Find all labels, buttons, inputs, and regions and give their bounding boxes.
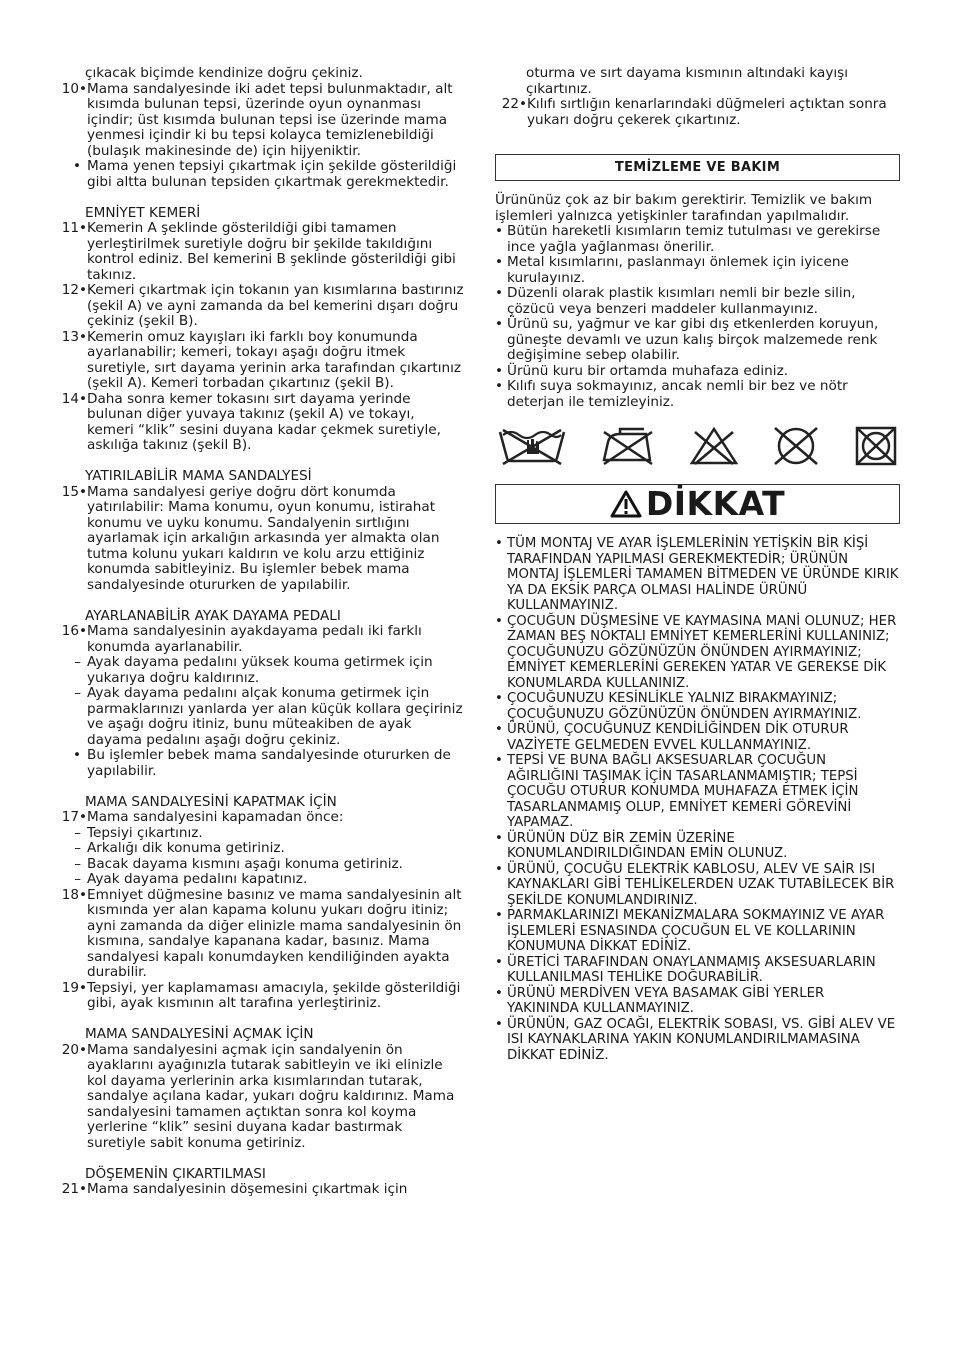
- warning-bullet: • TÜM MONTAJ VE AYAR İŞLEMLERİNİN YETİŞKİN BİR KİŞİ TARAFINDAN YAPILMASI GEREKMEKTEDİR; ÜRÜNÜN MONTAJ İŞLEMLERİ TAMAMEN BİTMEDEN VE ÜRÜNDE KIRIK YA DA EKSİK PARÇA OLMASI HALİNDE ÜRÜNÜ KULLANMAYINIZ.: [495, 536, 899, 613]
- warning-bullet: • ÜRÜNÜ, ÇOCUĞUNUZ KENDİLİĞİNDEN DİK OTURUR VAZİYETE GELMEDEN EVVEL KULLANMAYINIZ.: [495, 722, 849, 753]
- warning-triangle-icon: [610, 490, 642, 518]
- care-intro: Ürününüz çok az bir bakım gerektirir. Temizlik ve bakım işlemleri yalnızca yetişkinler tarafından yapılmalıdır.: [495, 192, 873, 224]
- care-bullet: • Kılıfı suya sokmayınız, ancak nemli bir bez ve nötr deterjan ile temizleyiniz.: [495, 378, 848, 410]
- care-bullet: • Ürünü su, yağmur ve kar gibi dış etkenlerden koruyun, güneşte devamlı ve uzun kalış birçok malzemede renk değişimine sebep olabilir.: [495, 316, 879, 363]
- instruction-item-10-bullet: • Mama yenen tepsiyi çıkartmak için şekilde gösterildiği gibi altta bulunan tepsiden çıkartmak gerekmektedir.: [72, 158, 457, 190]
- heading-seatbelt: EMNİYET KEMERİ: [85, 204, 201, 221]
- heading-recline: YATIRILABİLİR MAMA SANDALYESİ: [85, 468, 312, 484]
- heading-open: MAMA SANDALYESİNİ AÇMAK İÇİN: [85, 1026, 314, 1042]
- care-bullet: • Ürünü kuru bir ortamda muhafaza ediniz.: [495, 362, 789, 379]
- instruction-item-11: 11 • Kemerin A şeklinde gösterildiği gibi tamamen yerleştirilmek suretiyle doğru bir şekilde takıldığını kontrol ediniz. Bel kemerini B şeklinde gösterildiği gibi takınız.: [61, 220, 456, 283]
- no-iron-icon: [600, 426, 656, 466]
- warning-bullet: • ÜRETİCİ TARAFINDAN ONAYLANMAMIŞ AKSESUARLARIN KULLANILMASI TEHLİKE DOĞURABİLİR.: [495, 954, 876, 985]
- instruction-item-21: 21 • Mama sandalyesinin döşemesini çıkartmak için: [61, 1181, 408, 1197]
- heading-cover: DÖŞEMENİN ÇIKARTILMASI: [85, 1165, 266, 1182]
- warning-bullet: • PARMAKLARINIZI MEKANİZMALARA SOKMAYINIZ VE AYAR İŞLEMLERİ ESNASINDA ÇOCUĞUN EL VE KOLLARININ KONUMUNA DİKKAT EDİNİZ.: [495, 908, 885, 954]
- instruction-item-17-dash-4: – Ayak dayama pedalını kapatınız.: [74, 871, 308, 887]
- instruction-item-20: 20 • Mama sandalyesini açmak için sandalyenin ön ayaklarını ayağınızla tutarak sabitleyin ve iki elinizle kol dayama yerlerinin arka kısımlarından tutarak, sandalye açılana kadar, yukarı doğru kaldırınız. Mama sandalyesini tamamen açtıktan sonra kol koyma yerlerine “klik” sesini duyana kadar bastırmak suretiyle sabit konuma getiriniz.: [61, 1041, 455, 1151]
- care-bullet: • Metal kısımlarını, paslanmayı önlemek için iyicene kurulayınız.: [495, 254, 849, 286]
- right-column: [495, 66, 900, 1063]
- instruction-item-17-dash-2: – Arkalığı dik konuma getiriniz.: [74, 840, 285, 856]
- instruction-item-15: 15 • Mama sandalyesi geriye doğru dört konumda yatırılabilir: Mama konumu, oyun konumu, istirahat konumu ve uyku konumu. Sandalyenin sırtlığını ayarlamak için arkalığın arkasında yer almakta olan tutma kolunu yukarı kaldırın ve kolu arzu ettiğiniz konumda sabitleyiniz. Bu işlemler bebek mama sandalyesinde otururken de yapılabilir.: [61, 483, 440, 593]
- warning-bullet: • ÜRÜNÜ, ÇOCUĞU ELEKTRİK KABLOSU, ALEV VE SAİR ISI KAYNAKLARI GİBİ TEHLİKELERDEN UZAK TUTABİLECEK BİR ŞEKİLDE KONUMLANDIRINIZ.: [495, 861, 895, 908]
- instruction-item-22: 22 • Kılıfı sırtlığın kenarlarındaki düğmeleri açtıktan sonra yukarı doğru çekerek çıkartınız.: [501, 96, 887, 128]
- warning-bullet: • ÜRÜNÜN, GAZ OCAĞI, ELEKTRİK SOBASI, VS. GİBİ ALEV VE ISI KAYNAKLARINA YAKIN KONUMLANDIRILMAMASINA DİKKAT EDİNİZ.: [495, 1016, 896, 1063]
- care-heading: TEMİZLEME VE BAKIM: [495, 154, 900, 181]
- instruction-item-16-dash-1: – Ayak dayama pedalını yüksek kouma getirmek için yukarıya doğru kaldırınız.: [74, 654, 433, 686]
- intro-line: çıkacak biçimde kendinize doğru çekiniz.: [85, 65, 363, 81]
- instruction-item-18: 18 • Emniyet düğmesine basınız ve mama sandalyesinin alt kısmında yer alan kapama kolunu yukarı doğru itiniz; ayni zamanda da diğer elinizle mama sandalyesinin ön kısmına, sandalye kapanana kadar, basınız. Mama sandalyesi kapalı konumdayken kendiliğinden ayakta durabilir.: [61, 886, 462, 980]
- heading-close: MAMA SANDALYESİNİ KAPATMAK İÇİN: [85, 793, 337, 810]
- instruction-item-16: 16 • Mama sandalyesinin ayakdayama pedalı iki farklı konumda ayarlanabilir.: [61, 623, 422, 655]
- instruction-item-13: 13 • Kemerin omuz kayışları iki farklı boy konumunda ayarlanabilir; kemeri, tokayı aşağı doğru itmek suretiyle, sırt dayama yerinin arka tarafından çıkartınız (şekil A). Kemeri torbadan çıkartınız (şekil B).: [61, 328, 462, 391]
- no-bleach-icon: [689, 426, 739, 466]
- instruction-item-19: 19 • Tepsiyi, yer kaplamaması amacıyla, şekilde gösterildiği gibi, ayak kısmının alt tarafına yerleştiriniz.: [61, 979, 461, 1011]
- warning-bullet: • TEPSİ VE BUNA BAĞLI AKSESUARLAR ÇOCUĞUN AĞIRLIĞINI TAŞIMAK İÇİN TASARLANMAMIŞTIR; TEPSİ ÇOCUĞU OTURUR KONUMDA MUHAFAZA ETMEK İÇİN TASARLANMAMIŞ OLUP, EMNİYET KEMERİ GÖREVİNİ YAPAMAZ.: [495, 753, 859, 830]
- no-tumble-dry-icon: [854, 426, 898, 466]
- heading-footrest: AYARLANABİLİR AYAK DAYAMA PEDALI: [85, 607, 341, 624]
- warning-list: [495, 536, 900, 1063]
- left-column: [55, 66, 465, 1198]
- care-list: [495, 224, 900, 410]
- warning-banner: [495, 484, 900, 524]
- warning-title: DİKKAT: [645, 484, 786, 524]
- warning-bullet: • ÜRÜNÜ MERDİVEN VEYA BASAMAK GİBİ YERLER YAKININDA KULLANMAYINIZ.: [495, 985, 825, 1016]
- no-dry-clean-icon: [771, 426, 821, 466]
- instruction-item-21-continued: oturma ve sırt dayama kısmının altındaki kayışı çıkartınız.: [526, 65, 849, 97]
- warning-bullet: • ÜRÜNÜN DÜZ BİR ZEMİN ÜZERİNE KONUMLANDIRILDIĞINDAN EMİN OLUNUZ.: [495, 830, 788, 861]
- care-bullet: • Düzenli olarak plastik kısımları nemli bir bezle silin, çözücü veya benzeri maddeler kullanmayınız.: [495, 285, 856, 317]
- care-bullet: • Bütün hareketli kısımların temiz tutulması ve gerekirse ince yağla yağlanması önerilir.: [495, 223, 881, 255]
- no-wash-icon: [497, 426, 567, 466]
- instruction-item-17-dash-3: – Bacak dayama kısmını aşağı konuma getiriniz.: [74, 855, 403, 872]
- instruction-item-16-bullet: • Bu işlemler bebek mama sandalyesinde otururken de yapılabilir.: [72, 747, 451, 779]
- care-symbols: [495, 426, 900, 466]
- instruction-item-12: 12 • Kemeri çıkartmak için tokanın yan kısımlarına bastırınız (şekil A) ve ayni zamanda da bel kemerini dışarı doğru çekiniz (şekil B).: [61, 282, 464, 329]
- instruction-item-16-dash-2: – Ayak dayama pedalını alçak konuma getirmek için parmaklarınızı yanlarda yer alan küçük kollara geçiriniz ve aşağı doğru itiniz, bunu müteakiben de ayak dayama pedalını aşağı doğru çekiniz.: [74, 685, 463, 748]
- instruction-item-17: 17 • Mama sandalyesini kapamadan önce:: [61, 809, 344, 825]
- instruction-item-10: 10 • Mama sandalyesinde iki adet tepsi bulunmaktadır, alt kısımda bulunan tepsi, üzerinde oyun oynanması içindir; üst kısımda bulunan tepsi ise üzerinde mama yenmesi içindir ki bu tepsi kolayca temizlenebildiği (bulaşık makinesinde de) için hijyeniktir.: [61, 80, 453, 159]
- instruction-item-17-dash-1: – Tepsiyi çıkartınız.: [74, 824, 203, 841]
- warning-bullet: • ÇOCUĞUN DÜŞMESİNE VE KAYMASINA MANİ OLUNUZ; HER ZAMAN BEŞ NOKTALI EMNİYET KEMERLERİNİ KULLANINIZ; ÇOCUĞUNUZU GÖZÜNÜZÜN ÖNÜNDEN AYIRMAYINIZ; EMNİYET KEMERLERİNİ GEREKEN YATAR VE GEREKSE DİK KONUMLARDA KULLANINIZ.: [495, 613, 897, 691]
- warning-bullet: • ÇOCUĞUNUZU KESİNLİKLE YALNIZ BIRAKMAYINIZ; ÇOCUĞUNUZU GÖZÜNÜZÜN ÖNÜNDEN AYIRMAYINIZ.: [495, 691, 862, 722]
- instruction-item-14: 14 • Daha sonra kemer tokasını sırt dayama yerinde bulunan diğer yuvaya takınız (şekil A) ve tokayı, kemeri “klik” sesini duyana kadar çekmek suretiyle, askılığa takınız (şekil B).: [61, 390, 441, 453]
